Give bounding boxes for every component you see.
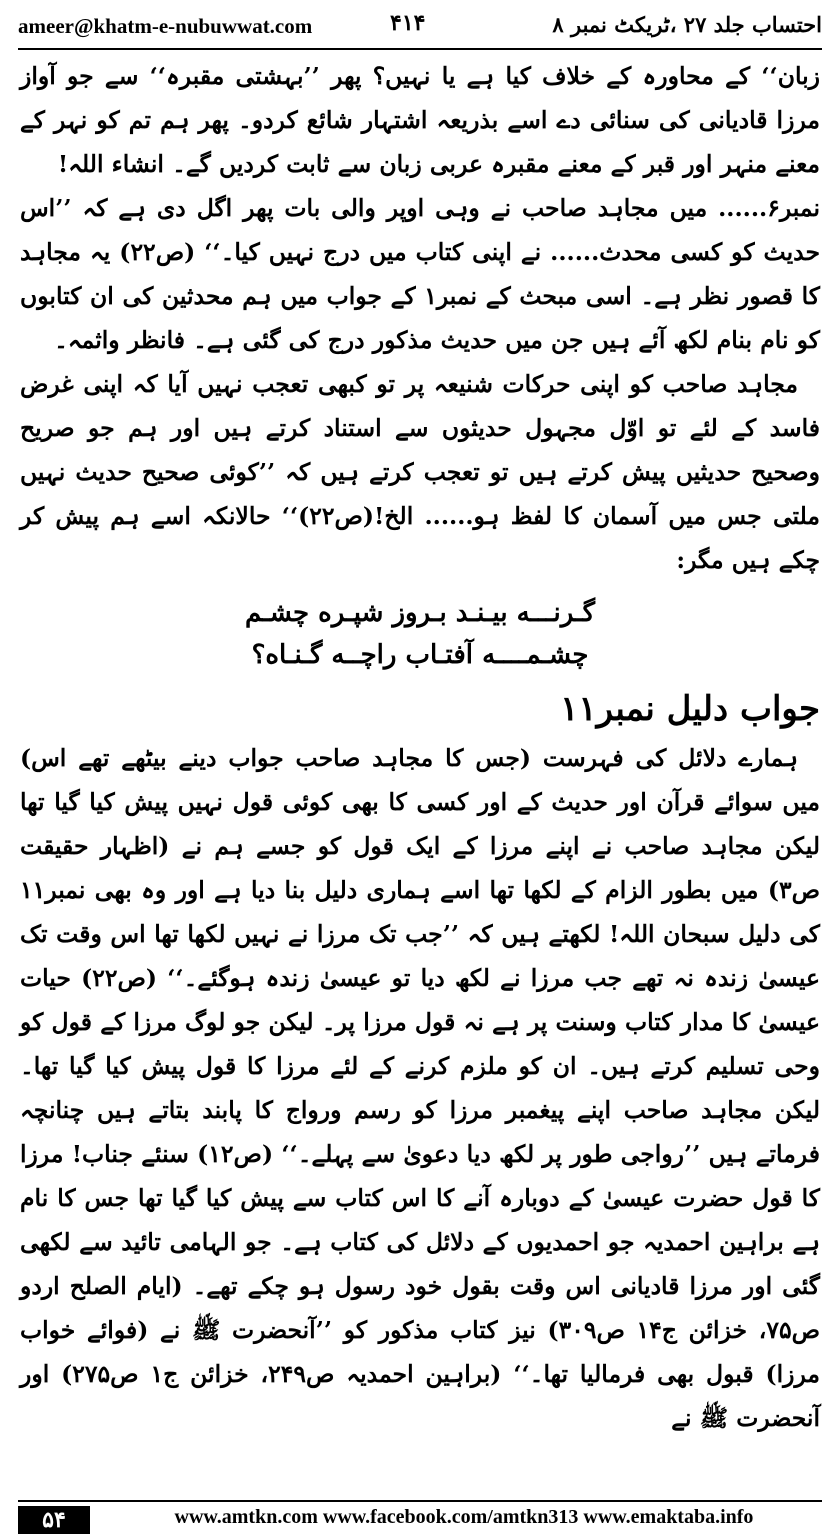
body-text <box>20 54 820 1440</box>
footer-page-number: ۵۴ <box>18 1506 90 1534</box>
header-book-reference: احتساب جلد ۲۷ ،ٹریکٹ نمبر ۸ <box>552 12 822 37</box>
paragraph-4: ہمارے دلائل کی فہرست (جس کا مجاہد صاحب جواب دینے بیٹھے تھے اس) میں سوائے قرآن اور حدیث کے اور کسی کا بھی کوئی قول نہیں پیش کیا گیا تھا لیکن مجاہد صاحب نے اپنے مرزا کے ایک قول کو جسے ہم نے (اظہار حقیقت ص۳) میں بطور الزام کے لکھا تھا اسے ہماری دلیل بنا دیا ہے اور وہ بھی نمبر۱۱ کی دلیل سبحان اللہ! لکھتے ہیں کہ ’’جب تک مرزا نے نہیں لکھا تھا اس وقت تک عیسیٰ زندہ نہ تھے جب مرزا نے لکھ دیا تو عیسیٰ زندہ ہوگئے۔‘‘ (ص۲۲) حیات عیسیٰ کا مدار کتاب وسنت پر ہے نہ قول مرزا پر۔ لیکن جو لوگ مرزا کے قول کو وحی تسلیم کرتے ہیں۔ ان کو ملزم کرنے کے لئے مرزا کا قول پیش کیا گیا تھا۔ لیکن مجاہد صاحب اپنے پیغمبر مرزا کو رسم ورواج کا پابند بتاتے ہیں چنانچہ فرماتے ہیں ’’رواجی طور پر لکھ دیا دعویٰ سے پہلے۔‘‘ (ص۱۲) سنئے جناب! مرزا کا قول حضرت عیسیٰ کے دوبارہ آنے کا اس کتاب سے پیش کیا گیا تھا جس کا نام ہے براہین احمدیہ جو احمدیوں کے دلائل کی کتاب ہے۔ جو الہامی تائید سے لکھی گئی اور مرزا قادیانی اس وقت بقول خود رسول ہو چکے تھے۔ (ایام الصلح اردو ص۷۵، خزائن ج۱۴ ص۳۰۹) نیز کتاب مذکور کو ’’آنحضرت ﷺ نے (فوائے خواب مرزا) قبول بھی فرمالیا تھا۔‘‘ (براہین احمدیہ ص۲۴۹، خزائن ج۱ ص۲۷۵) اور آنحضرت ﷺ نے <box>20 744 821 1432</box>
paragraph-1: زبان‘‘ کے محاورہ کے خلاف کیا ہے یا نہیں؟ پھر ’’بہشتی مقبرہ‘‘ سے جو آواز مرزا قادیانی کی سنائی دے اسے بذریعہ اشتہار شائع کردو۔ پھر ہم تم کو نہر کے معنے منہر اور قبر کے معنے مقبرہ عربی زبان سے ثابت کردیں گے۔ انشاء اللہ! <box>20 62 820 178</box>
header-divider <box>18 48 822 50</box>
header-email: ameer@khatm-e-nubuwwat.com <box>18 14 313 38</box>
page-header <box>18 6 822 50</box>
verse-line-2: چشـمــــه آفتـاب راچــه گـنـاه؟ <box>251 640 589 670</box>
paragraph-3: مجاہد صاحب کو اپنی حرکات شنیعہ پر تو کبھی تعجب نہیں آیا کہ اپنی غرض فاسد کے لئے تو اوّل مجہول حدیثوں سے استناد کرتے ہیں اور ہم جو صریح وصحیح حدیثیں پیش کرتے ہیں تو تعجب کرتے ہیں کہ ’’کوئی صحیح حدیث نہیں ملتی جس میں آسمان کا لفظ ہو...... الخ!(ص۲۲)‘‘ حالانکہ اسے ہم پیش کر چکے ہیں مگر: <box>20 370 820 574</box>
footer-urls: www.amtkn.com www.facebook.com/amtkn313 www.emaktaba.info <box>174 1506 754 1528</box>
persian-verse <box>20 592 820 676</box>
header-page-number: ۴۱۴ <box>390 10 426 36</box>
page-footer <box>18 1500 822 1536</box>
paragraph-2: نمبر۶...... میں مجاہد صاحب نے وہی اوپر والی بات پھر اگل دی ہے کہ ’’اس حدیث کو کسی محدث...... نے اپنی کتاب میں درج نہیں کیا۔‘‘ (ص۲۲) یہ مجاہد کا قصور نظر ہے۔ اسی مبحث کے نمبر۱ کے جواب میں ہم محدثین کی ان کتابوں کو نام بنام لکھ آئے ہیں جن میں حدیث مذکور درج کی گئی ہے۔ فانظر واثمہ۔ <box>20 194 820 354</box>
verse-line-1: گـرنـــه بیـنـد بـروز شپـره چشـم <box>244 598 596 628</box>
section-heading: جواب دلیل نمبر۱۱ <box>560 689 820 729</box>
